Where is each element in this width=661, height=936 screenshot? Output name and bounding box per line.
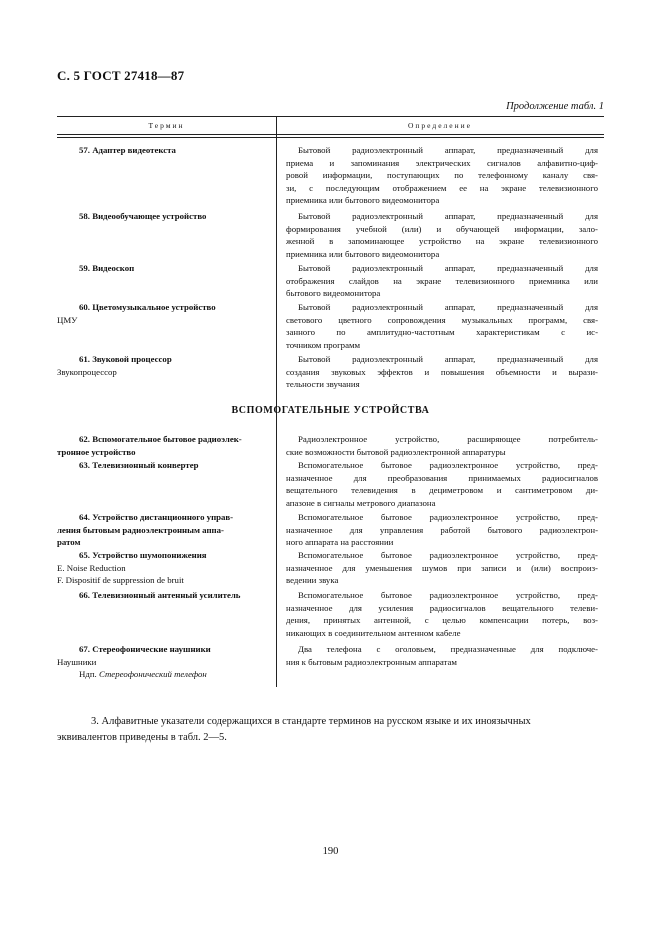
term-name-continuation: ления бытовым радиоэлектронным аппа- [57, 524, 224, 535]
term-name: Цветомузыкальное устройство [92, 302, 216, 312]
definition-line: назначенное для усиления радиосигналов вещательного телеви- [286, 602, 598, 613]
definition-57 [286, 144, 598, 207]
term-62 [57, 433, 271, 458]
column-header-term: Термин [148, 121, 185, 130]
definition-line: Два телефона с оголовьем, предназначенные для подключе- [298, 644, 598, 654]
definition-line: назначенное для управления работой бытового радиоэлектрон- [286, 524, 598, 535]
term-synonym: Звукопроцессор [57, 366, 117, 377]
definition-60 [286, 301, 598, 351]
table-top-rule [57, 116, 604, 117]
definition-59 [286, 262, 598, 300]
section-heading: ВСПОМОГАТЕЛЬНЫЕ УСТРОЙСТВА [231, 405, 430, 416]
term-number: 59. [79, 263, 90, 273]
term-name-continuation: тронное устройство [57, 446, 136, 457]
definition-line: Вспомогательное бытовое радиоэлектронное устройство, пред- [298, 512, 598, 522]
term-number: 60. [79, 302, 90, 312]
term-abbreviation: ЦМУ [57, 314, 78, 325]
definition-line: Бытовой радиоэлектронный аппарат, предназначенный для [298, 145, 598, 155]
term-number: 66. [79, 590, 90, 600]
term-synonym: Наушники [57, 656, 97, 667]
term-name: Телевизионный антенный усилитель [92, 590, 241, 600]
definition-line: Вспомогательное бытовое радиоэлектронное устройство, пред- [298, 550, 598, 560]
term-number: 67. [79, 644, 90, 654]
definition-line: Вспомогательное бытовое радиоэлектронное устройство, пред- [298, 460, 598, 470]
term-65 [57, 549, 271, 587]
definition-line: апазоне в сигналы метрового диапазона [286, 497, 436, 508]
definition-line: ного аппарата на расстоянии [286, 537, 394, 548]
term-number: 62. [79, 434, 90, 444]
definition-line: светового цветного сопровождения музыкальных программ, свя- [286, 314, 598, 325]
definition-line: ровой информации, поступающих по телефонному каналу свя- [286, 170, 598, 181]
term-name: Адаптер видеотекста [92, 145, 176, 155]
term-59 [57, 262, 271, 275]
table-header-rule [57, 134, 604, 135]
term-67 [57, 643, 271, 681]
term-french-equivalent: F. Dispositif de suppression de bruit [57, 575, 184, 586]
definition-64 [286, 511, 598, 549]
definition-line: приемника или бытового видеомонитора [286, 248, 440, 259]
note-line: эквивалентов приведены в табл. 2—5. [57, 731, 227, 743]
definition-line: никающих в соединительном антенном кабеле [286, 627, 461, 638]
term-number: 65. [79, 550, 90, 560]
document-header: С. 5 ГОСТ 27418—87 [57, 68, 185, 83]
definition-line: дения, принятых антенной, с целью компенсации потерь, воз- [286, 615, 598, 626]
definition-line: Бытовой радиоэлектронный аппарат, предназначенный для [298, 263, 598, 273]
definition-line: точником программ [286, 339, 361, 350]
term-58 [57, 210, 271, 223]
term-name: Телевизионный конвертер [92, 460, 199, 470]
column-header-definition: Определение [408, 121, 472, 130]
term-name: Видеообучающее устройство [92, 211, 207, 221]
term-number: 63. [79, 460, 90, 470]
definition-58 [286, 210, 598, 260]
definition-63 [286, 459, 598, 509]
definition-line: Бытовой радиоэлектронный аппарат, предназначенный для [298, 302, 598, 312]
term-english-equivalent: E. Noise Reduction [57, 562, 126, 573]
page-number: 190 [322, 846, 339, 857]
definition-line: тельности звучания [286, 379, 360, 390]
definition-line: формирования учебной (или) и обучающей информации, зало- [286, 223, 598, 234]
term-number: 58. [79, 211, 90, 221]
table-header-rule-double [57, 137, 604, 138]
definition-67 [286, 643, 598, 668]
table-column-divider [276, 117, 277, 687]
definition-line: назначенное для уменьшения шумов при записи и (или) воспроиз- [286, 562, 598, 573]
definition-line: создания звуковых эффектов и повышения объемности и вырази- [286, 366, 598, 377]
term-name: Звуковой процессор [92, 354, 172, 364]
term-name: Вспомогательное бытовое радиоэлек- [92, 434, 242, 444]
definition-line: зи, с последующим отображением ее на экране телевизионного [286, 182, 598, 193]
term-name: Видеоскоп [92, 263, 135, 273]
definition-line: женной в запоминающее устройство на экране телевизионного [286, 236, 598, 247]
term-number: 61. [79, 354, 90, 364]
definition-66 [286, 589, 598, 639]
definition-line: вещательного телевидения в дециметровом и сантиметровом ди- [286, 485, 598, 496]
term-number: 57. [79, 145, 90, 155]
definition-line: Бытовой радиоэлектронный аппарат, предназначенный для [298, 211, 598, 221]
term-ndp-prefix: Ндп. [79, 669, 97, 680]
definition-line: ния к бытовым радиоэлектронным аппаратам [286, 656, 457, 667]
definition-61 [286, 353, 598, 391]
definition-line: ские возможности бытовой радиоэлектронной аппаратуры [286, 446, 506, 457]
definition-line: Радиоэлектронное устройство, расширяющее потребитель- [298, 434, 598, 444]
term-ndp-text: Стереофонический телефон [98, 669, 207, 680]
definition-line: ведении звука [286, 575, 339, 586]
term-number: 64. [79, 512, 90, 522]
term-63 [57, 459, 271, 472]
definition-line: назначенное для преобразования принимаемых радиосигналов [286, 472, 598, 483]
definition-line: Вспомогательное бытовое радиоэлектронное устройство, пред- [298, 590, 598, 600]
definition-line: бытового видеомонитора [286, 288, 381, 299]
definition-65 [286, 549, 598, 587]
term-66 [57, 589, 271, 602]
definition-line: отображения слайдов на экране телевизионного приемника или [286, 275, 598, 286]
definition-line: Бытовой радиоэлектронный аппарат, предназначенный для [298, 354, 598, 364]
term-61 [57, 353, 271, 378]
definition-line: приема и запоминания электрических сигналов алфавитно-циф- [286, 157, 598, 168]
note-line: 3. Алфавитные указатели содержащихся в стандарте терминов на русском языке и их иноязычных [91, 716, 531, 727]
definition-line: занного по амплитудно-частотным характеристикам с ис- [286, 327, 598, 338]
definition-line: приемника или бытового видеомонитора [286, 195, 440, 206]
term-name: Устройство шумопонижения [92, 550, 207, 560]
term-64 [57, 511, 271, 549]
note-paragraph [57, 714, 604, 745]
definition-62 [286, 433, 598, 458]
term-name: Стереофонические наушники [92, 644, 211, 654]
term-60 [57, 301, 271, 326]
term-57 [57, 144, 271, 157]
term-name: Устройство дистанционного управ- [92, 512, 234, 522]
term-name-continuation: ратом [57, 537, 81, 548]
table-continuation-label: Продолжение табл. 1 [506, 101, 604, 112]
